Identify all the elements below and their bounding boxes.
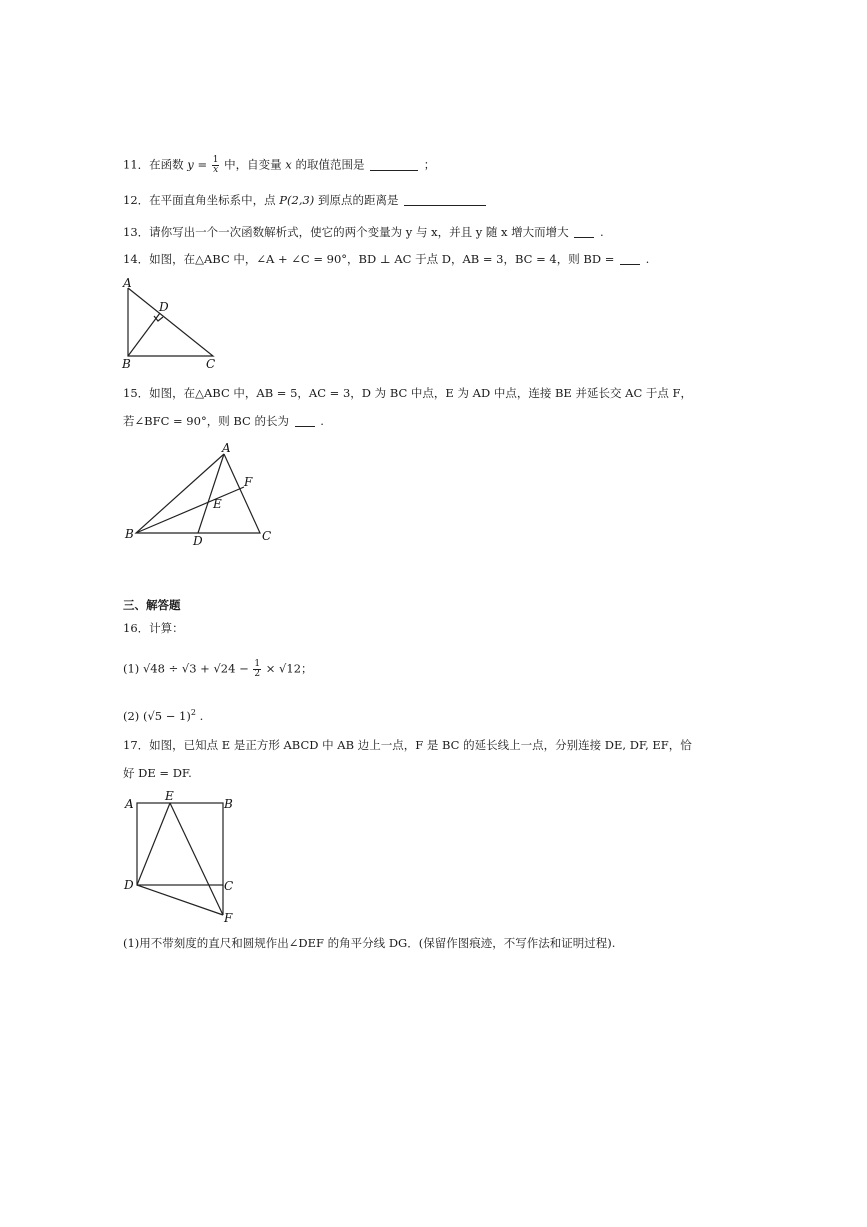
figure-q15-triangle [120, 442, 280, 550]
question-14: 14．如图，在△ABC 中，∠A + ∠C = 90°，BD ⊥ AC 于点 D，AB = 3，BC = 4，则 BD = . [123, 252, 650, 266]
formula-lhs: y = [187, 157, 208, 172]
figure-q14-triangle [118, 276, 228, 372]
triangle-abc [128, 288, 213, 356]
fraction-1-over-x: $\frac{1}{x}$ [212, 155, 219, 175]
label-e: E [165, 790, 174, 803]
label-d: D [193, 534, 203, 548]
square-abcd [137, 803, 223, 885]
label-f: F [224, 911, 233, 925]
label-a: A [123, 276, 132, 290]
question-17-part1: (1)用不带刻度的直尺和圆规作出∠DEF 的角平分线 DG．(保留作图痕迹，不写作法和证明过程). [123, 936, 616, 950]
sqrt-fraction: $\frac{1}{2}$ [254, 659, 261, 679]
question-12: 12．在平面直角坐标系中，点 P(2,3) 到原点的距离是 [123, 192, 488, 208]
question-16-part2: (2) $(√5 - 1)^2$ . [123, 708, 204, 723]
triangle-abc [136, 454, 260, 533]
segment-bd [128, 313, 160, 356]
figure-q17-square [118, 790, 248, 928]
segment-ef [170, 803, 223, 915]
label-a: A [125, 797, 134, 811]
question-16: 16．计算： [123, 621, 184, 635]
label-c: C [262, 529, 272, 543]
question-16-part1: (1) √48 ÷ √3 + √24 − $\frac{1}{2}$ × √12； [123, 659, 313, 679]
answer-blank[interactable] [574, 225, 594, 238]
question-15-line1: 15．如图，在△ABC 中，AB = 5，AC = 3，D 为 BC 中点，E 为 AD 中点，连接 BE 并延长交 AC 于点 F， [123, 386, 693, 400]
question-11: 11．在函数 y = $\frac{1}{x}$ 中，自变量 x 的取值范围是 ； [123, 155, 436, 175]
label-b: B [122, 357, 131, 371]
label-b: B [125, 527, 134, 541]
segment-df [137, 885, 223, 915]
section-title: 三、解答题 [123, 598, 181, 612]
answer-blank[interactable] [620, 252, 640, 265]
label-a: A [222, 442, 231, 455]
label-b: B [224, 797, 233, 811]
label-f: F [244, 475, 253, 489]
label-d: D [124, 878, 134, 892]
segment-bf [136, 487, 244, 533]
segment-de [137, 803, 170, 885]
question-17-line1: 17．如图，已知点 E 是正方形 ABCD 中 AB 边上一点，F 是 BC 的延长线上一点，分别连接 DE, DF, EF，恰 [123, 738, 692, 752]
answer-blank[interactable] [370, 158, 418, 171]
label-c: C [224, 879, 234, 893]
label-e: E [213, 497, 222, 511]
question-17-line2: 好 DE = DF. [123, 766, 192, 780]
question-15-line2: 若∠BFC = 90°，则 BC 的长为 . [123, 414, 324, 428]
answer-blank[interactable] [295, 414, 315, 427]
question-13: 13．请你写出一个一次函数解析式，使它的两个变量为 y 与 x，并且 y 随 x 增大而增大 . [123, 225, 604, 239]
label-c: C [206, 357, 216, 371]
answer-blank[interactable] [404, 193, 486, 206]
label-d: D [159, 300, 169, 314]
